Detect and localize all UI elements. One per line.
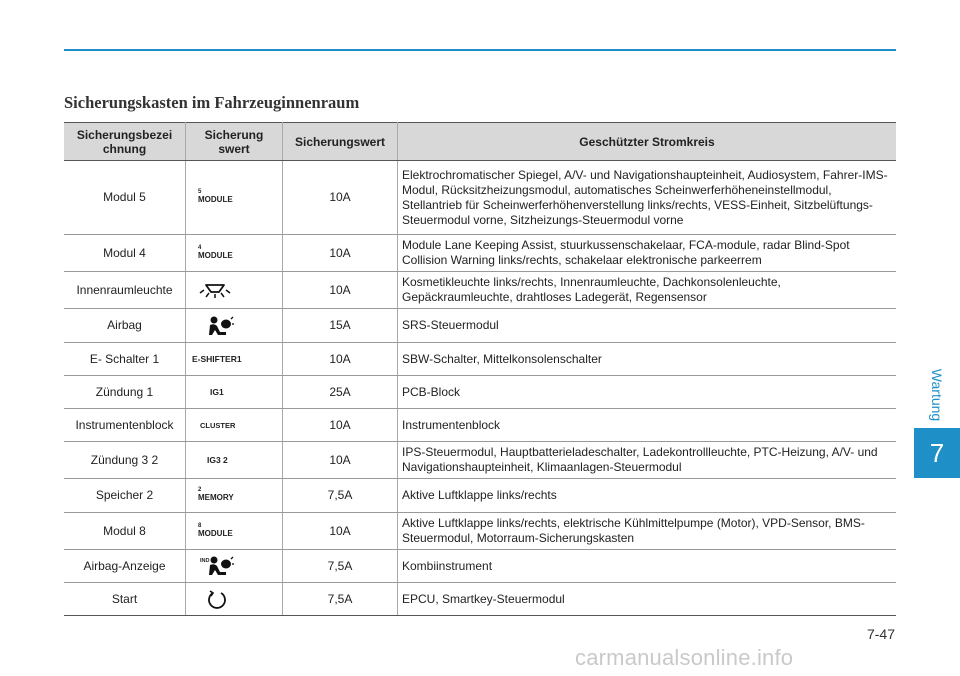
icon-label: MODULE <box>198 250 233 260</box>
fuse-rating: 7,5A <box>283 550 398 583</box>
icon-superscript: 2 <box>198 487 202 493</box>
header-fuse-name: Sicherungsbezei chnung <box>64 123 186 161</box>
e-shifter-icon <box>186 343 283 376</box>
protected-circuit: PCB-Block <box>398 376 897 409</box>
fuse-rating: 10A <box>283 442 398 479</box>
table-row <box>64 309 896 343</box>
fuse-name: E- Schalter 1 <box>64 343 186 376</box>
protected-circuit: EPCU, Smartkey-Steuermodul <box>398 583 897 616</box>
fuse-rating: 25A <box>283 376 398 409</box>
icon-label: E-SHIFTER1 <box>192 354 242 364</box>
fuse-name: Instrumentenblock <box>64 409 186 442</box>
fuse-rating: 10A <box>283 343 398 376</box>
table-row <box>64 550 896 583</box>
fuse-rating: 10A <box>283 235 398 272</box>
protected-circuit: SRS-Steuermodul <box>398 309 897 343</box>
table-header-row <box>64 123 896 161</box>
table-row <box>64 409 896 442</box>
icon-label: CLUSTER <box>200 421 236 430</box>
table-row <box>64 235 896 272</box>
table-row <box>64 479 896 513</box>
protected-circuit: Aktive Luftklappe links/rechts <box>398 479 897 513</box>
fuse-name: Modul 4 <box>64 235 186 272</box>
page-number: 7-47 <box>866 626 895 642</box>
table-row <box>64 161 896 235</box>
fuse-rating: 7,5A <box>283 479 398 513</box>
cluster-icon <box>186 409 283 442</box>
table-row <box>64 583 896 616</box>
icon-label: MEMORY <box>198 493 234 502</box>
fuse-name: Modul 8 <box>64 513 186 550</box>
fuse-name: Airbag <box>64 309 186 343</box>
fuse-rating: 10A <box>283 161 398 235</box>
table-row <box>64 343 896 376</box>
module-5-icon <box>186 161 283 235</box>
fuse-rating: 10A <box>283 513 398 550</box>
airbag-indicator-icon <box>186 550 283 583</box>
header-fuse-rating: Sicherungswert <box>283 123 398 161</box>
icon-superscript: 4 <box>198 244 202 251</box>
module-8-icon <box>186 513 283 550</box>
protected-circuit: Module Lane Keeping Assist, stuurkussenschakelaar, FCA-module, radar Blind-Spot Collision Warning links/rechts, schakelaar elektronische parkeerrem <box>398 235 897 272</box>
fuse-name: Modul 5 <box>64 161 186 235</box>
icon-superscript: 8 <box>198 522 202 529</box>
protected-circuit: Aktive Luftklappe links/rechts, elektrische Kühlmittelpumpe (Motor), VPD-Sensor, BMS-Steuermodul, Motorraum-Sicherungskasten <box>398 513 897 550</box>
chapter-number-tab: 7 <box>914 428 960 478</box>
fuse-name: Innenraumleuchte <box>64 272 186 309</box>
memory-2-icon <box>186 479 283 513</box>
watermark: carmanualsonline.info <box>575 645 794 670</box>
fuse-name: Zündung 1 <box>64 376 186 409</box>
chapter-side-label <box>914 365 960 425</box>
icon-label: MODULE <box>198 195 233 204</box>
fuse-rating: 10A <box>283 409 398 442</box>
fuse-name: Zündung 3 2 <box>64 442 186 479</box>
protected-circuit: Kombiinstrument <box>398 550 897 583</box>
icon-superscript: IND <box>200 558 210 564</box>
fuse-name: Airbag-Anzeige <box>64 550 186 583</box>
fuse-name: Speicher 2 <box>64 479 186 513</box>
table-row <box>64 442 896 479</box>
icon-label: IG3 2 <box>207 455 228 465</box>
header-fuse-symbol: Sicherung swert <box>186 123 283 161</box>
protected-circuit: Elektrochromatischer Spiegel, A/V- und Navigationshaupteinheit, Audiosystem, Fahrer-IMS-Modul, Rücksitzheizungsmodul, automatisches Scheinwerferhöheneinstellmodul, Stellantrieb für Scheinwerferhöhenverstellung links/rechts, VESS-Einheit, Sitzbelüftungs-Steuermodul vorne, Sitzheizungs-Steuermodul vorne <box>398 161 897 235</box>
airbag-icon <box>186 309 283 343</box>
icon-superscript: 5 <box>198 189 202 195</box>
fuse-name: Start <box>64 583 186 616</box>
icon-label: IG1 <box>210 387 224 397</box>
protected-circuit: SBW-Schalter, Mittelkonsolenschalter <box>398 343 897 376</box>
protected-circuit: Instrumentenblock <box>398 409 897 442</box>
protected-circuit: IPS-Steuermodul, Hauptbatterieladeschalter, Ladekontrollleuchte, PTC-Heizung, A/V- und Navigationshaupteinheit, Klimaanlagen-Steuermodul <box>398 442 897 479</box>
top-rule <box>64 49 896 51</box>
header-protected-circuit: Geschützter Stromkreis <box>398 123 897 161</box>
module-4-icon <box>186 235 283 272</box>
section-title: Sicherungskasten im Fahrzeuginnenraum <box>64 93 360 112</box>
chapter-side-label-text: Wartung <box>929 368 945 422</box>
fuse-rating: 15A <box>283 309 398 343</box>
ig1-icon <box>186 376 283 409</box>
fuse-rating: 10A <box>283 272 398 309</box>
table-row <box>64 513 896 550</box>
fuse-table <box>64 122 896 616</box>
start-icon <box>186 583 283 616</box>
ig3-2-icon <box>186 442 283 479</box>
table-row <box>64 272 896 309</box>
fuse-rating: 7,5A <box>283 583 398 616</box>
icon-label: MODULE <box>198 528 233 538</box>
table-row <box>64 376 896 409</box>
protected-circuit: Kosmetikleuchte links/rechts, Innenraumleuchte, Dachkonsolenleuchte, Gepäckraumleuchte, drahtloses Ladegerät, Regensensor <box>398 272 897 309</box>
room-lamp-icon <box>186 272 283 309</box>
